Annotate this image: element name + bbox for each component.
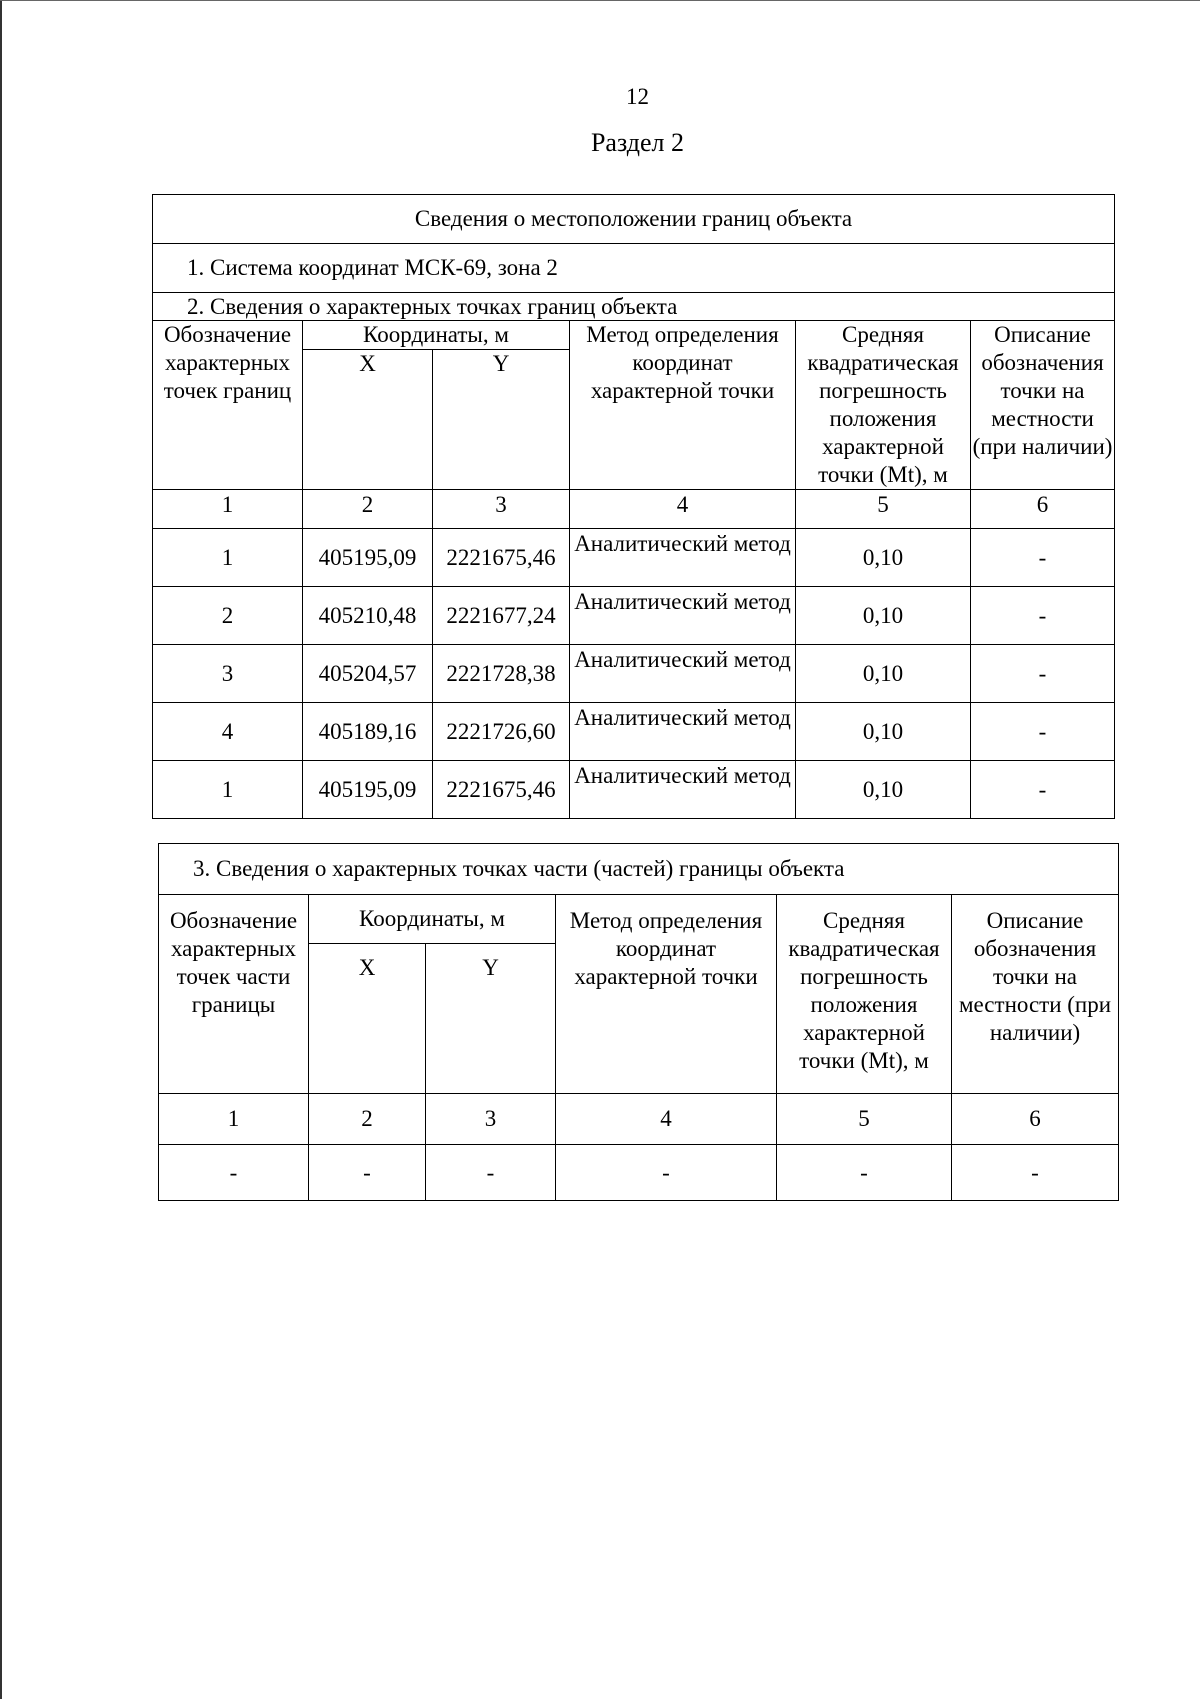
- description-value: -: [971, 587, 1115, 645]
- description-value: -: [971, 761, 1115, 819]
- mt-value: 0,10: [796, 529, 971, 587]
- description-value: -: [971, 529, 1115, 587]
- method-value: Аналитический метод: [570, 587, 796, 645]
- description-value: -: [971, 645, 1115, 703]
- y-value: 2221677,24: [433, 587, 570, 645]
- x-value: 405195,09: [303, 761, 433, 819]
- method-value: Аналитический метод: [570, 703, 796, 761]
- header-x: X: [309, 944, 426, 1094]
- header-coordinates: Координаты, м: [303, 321, 570, 350]
- column-numbers-row: [153, 490, 1115, 529]
- page-edge-top: [0, 0, 1200, 1]
- y-value: 2221675,46: [433, 761, 570, 819]
- point-id: 4: [153, 703, 303, 761]
- mt-value: 0,10: [796, 703, 971, 761]
- coordinate-system: 1. Система координат МСК-69, зона 2: [153, 244, 1115, 293]
- point-id: 2: [153, 587, 303, 645]
- mt-value: 0,10: [796, 587, 971, 645]
- table-row: [159, 1145, 1119, 1201]
- header-designation: Обозначение характерных точек части границы: [159, 895, 309, 1094]
- column-number: 3: [433, 490, 570, 529]
- header-y: Y: [426, 944, 556, 1094]
- point-id: 1: [153, 761, 303, 819]
- y-value: 2221675,46: [433, 529, 570, 587]
- boundary-points-table: [152, 194, 1115, 819]
- x-value: 405189,16: [303, 703, 433, 761]
- column-numbers-row: [159, 1094, 1119, 1145]
- header-method: Метод определения координат характерной точки: [556, 895, 777, 1094]
- table-subtitle: 3. Сведения о характерных точках части (частей) границы объекта: [159, 844, 1119, 895]
- method-value: Аналитический метод: [570, 645, 796, 703]
- column-number: 1: [159, 1094, 309, 1145]
- mt-value: -: [777, 1145, 952, 1201]
- header-designation: Обозначение характерных точек границ: [153, 321, 303, 490]
- column-number: 6: [952, 1094, 1119, 1145]
- column-number: 2: [309, 1094, 426, 1145]
- column-number: 3: [426, 1094, 556, 1145]
- point-id: -: [159, 1145, 309, 1201]
- x-value: 405195,09: [303, 529, 433, 587]
- column-number: 6: [971, 490, 1115, 529]
- method-value: Аналитический метод: [570, 761, 796, 819]
- y-value: 2221726,60: [433, 703, 570, 761]
- header-y: Y: [433, 350, 570, 490]
- column-number: 5: [777, 1094, 952, 1145]
- method-value: -: [556, 1145, 777, 1201]
- part-boundary-points-table: [158, 843, 1119, 1201]
- mt-value: 0,10: [796, 645, 971, 703]
- y-value: -: [426, 1145, 556, 1201]
- method-value: Аналитический метод: [570, 529, 796, 587]
- y-value: 2221728,38: [433, 645, 570, 703]
- page-edge: [0, 0, 2, 1699]
- table-subtitle: 2. Сведения о характерных точках границ объекта: [153, 293, 1115, 321]
- description-value: -: [971, 703, 1115, 761]
- header-description: Описание обозначения точки на местности (при наличии): [952, 895, 1119, 1094]
- header-x: X: [303, 350, 433, 490]
- header-description: Описание обозначения точки на местности (при наличии): [971, 321, 1115, 490]
- table-row: [153, 587, 1115, 645]
- table-row: [153, 529, 1115, 587]
- section-title: Раздел 2: [590, 128, 685, 157]
- header-coordinates: Координаты, м: [309, 895, 556, 944]
- table-row: [153, 645, 1115, 703]
- column-number: 4: [570, 490, 796, 529]
- mt-value: 0,10: [796, 761, 971, 819]
- table-row: [153, 761, 1115, 819]
- column-number: 1: [153, 490, 303, 529]
- page-number: 12: [626, 84, 649, 109]
- x-value: 405204,57: [303, 645, 433, 703]
- description-value: -: [952, 1145, 1119, 1201]
- table-row: [153, 703, 1115, 761]
- point-id: 1: [153, 529, 303, 587]
- header-error: Средняя квадратическая погрешность положения характерной точки (Mt), м: [777, 895, 952, 1094]
- point-id: 3: [153, 645, 303, 703]
- header-error: Средняя квадратическая погрешность положения характерной точки (Mt), м: [796, 321, 971, 490]
- column-number: 2: [303, 490, 433, 529]
- column-number: 4: [556, 1094, 777, 1145]
- x-value: -: [309, 1145, 426, 1201]
- x-value: 405210,48: [303, 587, 433, 645]
- table-title: Сведения о местоположении границ объекта: [153, 195, 1115, 244]
- column-number: 5: [796, 490, 971, 529]
- header-method: Метод определения координат характерной точки: [570, 321, 796, 490]
